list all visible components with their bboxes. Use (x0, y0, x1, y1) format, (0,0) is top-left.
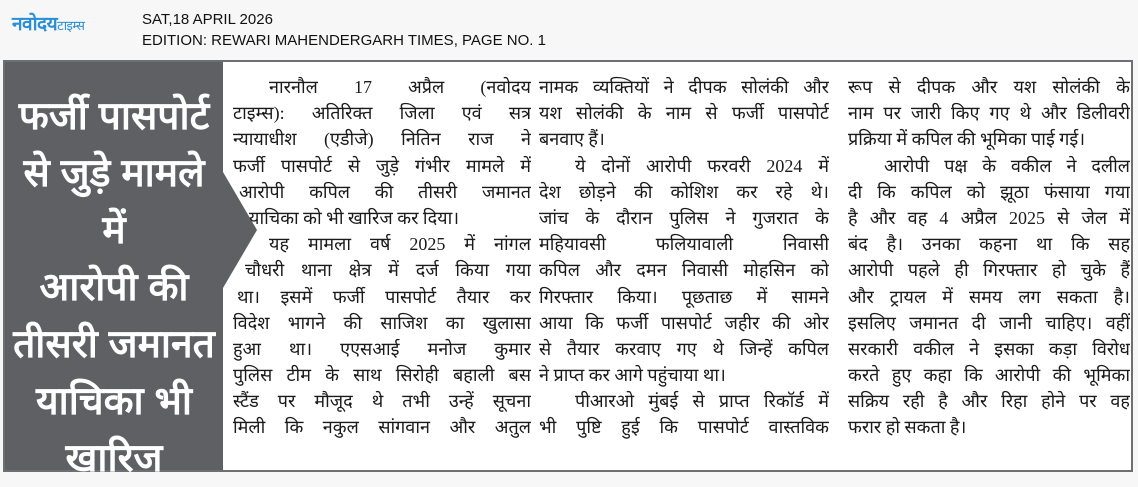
article-column-3 (848, 74, 1130, 441)
logo-sub: टाइम्स (57, 18, 85, 33)
article-text-line: है और वह 4 अप्रैल 2025 से जेल में (848, 207, 1130, 228)
article-text-line: स्टैंड पर मौजूद थे तभी उन्हें सूचना (233, 391, 531, 412)
headline-line: फर्जी पासपोर्ट (18, 95, 210, 138)
article-text-line: और ट्रायल में समय लग सकता है। (848, 286, 1130, 307)
article-text-line: था। इसमें फर्जी पासपोर्ट तैयार कर (237, 286, 531, 307)
headline-line: आरोपी की (39, 266, 189, 309)
article-text-line: कपिल और दमन निवासी मोहसिन को (539, 260, 829, 281)
edition-info (142, 9, 546, 51)
article-text-line: विदेश भागने की साजिश का खुलासा (233, 312, 531, 333)
article-text-line: से तैयार करवाए गए थे जिन्हें कपिल (539, 338, 829, 359)
article-column-2 (539, 74, 829, 441)
edition-date: SAT,18 APRIL 2026 (142, 11, 273, 28)
article-text-line: ने प्राप्त कर आगे पहुंचाया था। (539, 365, 726, 386)
article-clipping (3, 60, 1133, 480)
article-text-line: आरोपी कपिल की तीसरी जमानत (239, 181, 531, 202)
article-text-line: चौधरी थाना क्षेत्र में दर्ज किया गया (245, 260, 531, 281)
article-text-line: करते हुए कहा कि आरोपी की भूमिका (848, 365, 1130, 386)
article-text-line: प्रक्रिया में कपिल की भूमिका पाई गई। (848, 129, 1086, 150)
article-text-line: यश सोलंकी के नाम से फर्जी पासपोर्ट (539, 103, 829, 124)
article-text-line: गिरफ्तार किया। पूछताछ में सामने (539, 286, 829, 307)
article-text-line: न्यायाधीश (एडीजे) नितिन राज ने (233, 129, 531, 150)
headline-line: से जुड़े मामले में (23, 152, 205, 252)
headline-panel (5, 62, 223, 480)
headline-line: खारिज (65, 437, 163, 480)
article-text-line: आया कि फर्जी पासपोर्ट जहीर की ओर (539, 312, 829, 333)
article-text-line: महियावसी फलियावाली निवासी (539, 234, 829, 255)
article-text-line: रूप से दीपक और यश सोलंकी के (848, 77, 1130, 97)
article-text-line: नारनौल 17 अप्रैल (नवोदय (269, 77, 531, 97)
article-text-line: देश छोड़ने की कोशिश कर रहे थे। (539, 181, 829, 202)
article-text-line: बंद है। उनका कहना था कि सह (848, 234, 1130, 255)
article-text-line: नाम पर जारी किए गए थे और डिलीवरी (848, 103, 1130, 124)
article-text-line: नामक व्यक्तियों ने दीपक सोलंकी और (539, 77, 829, 97)
article-text-line: मिली कि नकुल सांगवान और अतुल (233, 417, 531, 438)
article-text-line: फर्जी पासपोर्ट से जुड़े गंभीर मामले में (233, 155, 531, 176)
article-text-line: बनवाए हैं। (539, 129, 605, 150)
headline-line: तीसरी जमानत (13, 323, 215, 366)
article-text-line: दी कि कपिल को झूठा फंसाया गया (848, 181, 1130, 202)
article-text-line: ये दोनों आरोपी फरवरी 2024 में (575, 155, 829, 176)
article-text-line: पीआरओ मुंबई से प्राप्त रिकॉर्ड में (575, 391, 829, 412)
article-text-line: पुलिस टीम के साथ सिरोही बहाली बस (233, 365, 531, 386)
article-text-line: आरोपी पक्ष के वकील ने दलील (884, 155, 1130, 176)
headline (11, 88, 217, 487)
article-column-1 (233, 74, 531, 441)
edition-name: EDITION: REWARI MAHENDERGARH TIMES, PAGE NO. 1 (142, 32, 546, 49)
article-text-line: सक्रिय रही है और रिहा होने पर वह (848, 391, 1130, 412)
article-text-line: आरोपी पहले ही गिरफ्तार हो चुके हैं (848, 260, 1130, 281)
article-text-line: भी पुष्टि हुई कि पासपोर्ट वास्तविक (539, 417, 829, 438)
article-text-line: जांच के दौरान पुलिस ने गुजरात के (539, 207, 829, 228)
article-text-line: सरकारी वकील ने इसका कड़ा विरोध (848, 338, 1130, 359)
article-text-line: फरार हो सकता है। (848, 417, 967, 438)
newspaper-logo (12, 10, 84, 36)
article-text-line: यह मामला वर्ष 2025 में नांगल (269, 234, 531, 255)
headline-line: याचिका भी (36, 380, 192, 423)
article-text-line: याचिका को भी खारिज कर दिया। (249, 207, 460, 228)
article-text-line: हुआ था। एएसआई मनोज कुमार (233, 338, 531, 359)
logo-main: नवोदय (12, 14, 58, 35)
article-text-line: इसलिए जमानत दी जानी चाहिए। वहीं (848, 312, 1130, 333)
article-text-line: टाइम्स): अतिरिक्त जिला एवं सत्र (233, 103, 531, 124)
